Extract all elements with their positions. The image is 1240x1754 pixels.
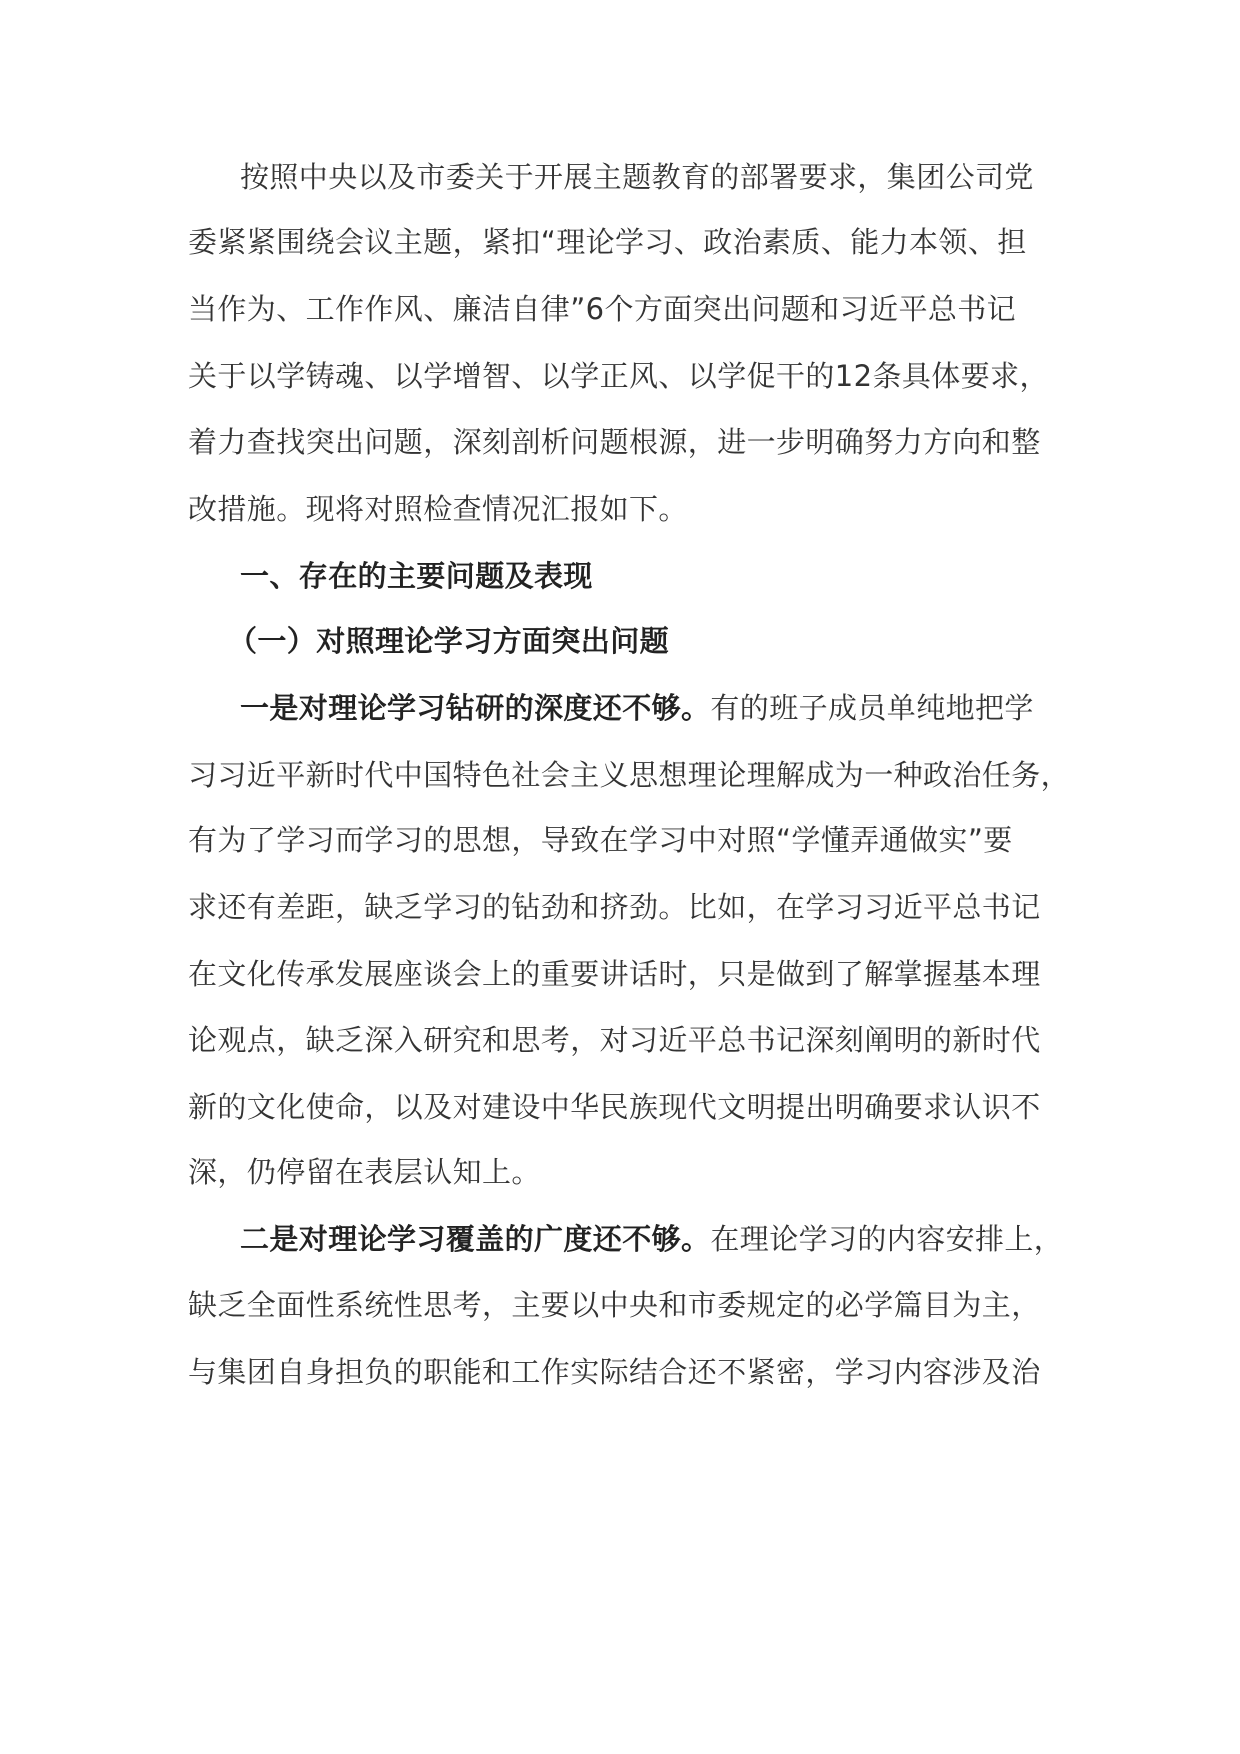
point1-line-8: 深，仍停留在表层认知上。 bbox=[188, 1155, 541, 1189]
section-heading: 一、存在的主要问题及表现 bbox=[240, 559, 593, 593]
point1-line-6: 论观点，缺乏深入研究和思考，对习近平总书记深刻阐明的新时代 bbox=[188, 1023, 1041, 1057]
point1-first-line bbox=[240, 688, 1120, 728]
intro-line-3: 当作为、工作作风、廉洁自律”6个方面突出问题和习近平总书记 bbox=[188, 292, 1017, 326]
point2-first-rest: 在理论学习的内容安排上， bbox=[710, 1222, 1064, 1256]
point2-first-line bbox=[240, 1219, 1120, 1259]
point1-line-7: 新的文化使命，以及对建设中华民族现代文明提出明确要求认识不 bbox=[188, 1090, 1041, 1124]
point2-line-3: 与集团自身担负的职能和工作实际结合还不紧密，学习内容涉及治 bbox=[188, 1355, 1041, 1389]
point1-line-5: 在文化传承发展座谈会上的重要讲话时，只是做到了解掌握基本理 bbox=[188, 957, 1041, 991]
point2-bold-lead: 二是对理论学习覆盖的广度还不够。 bbox=[240, 1222, 711, 1256]
point1-line-2: 习习近平新时代中国特色社会主义思想理论理解成为一种政治任务， bbox=[188, 758, 1071, 792]
point1-line-3: 有为了学习而学习的思想，导致在学习中对照“学懂弄通做实”要 bbox=[188, 823, 1013, 857]
subsection-heading: （一）对照理论学习方面突出问题 bbox=[228, 624, 670, 658]
point1-bold-lead: 一是对理论学习钻研的深度还不够。 bbox=[240, 691, 711, 725]
intro-line-5: 着力查找突出问题，深刻剖析问题根源，进一步明确努力方向和整 bbox=[188, 425, 1041, 459]
intro-line-2: 委紧紧围绕会议主题，紧扣“理论学习、政治素质、能力本领、担 bbox=[188, 225, 1027, 259]
intro-line-6: 改措施。现将对照检查情况汇报如下。 bbox=[188, 492, 688, 526]
point1-line-4: 求还有差距，缺乏学习的钻劲和挤劲。比如，在学习习近平总书记 bbox=[188, 890, 1041, 924]
point2-line-2: 缺乏全面性系统性思考，主要以中央和市委规定的必学篇目为主， bbox=[188, 1288, 1041, 1322]
intro-line-1: 按照中央以及市委关于开展主题教育的部署要求，集团公司党 bbox=[240, 160, 1034, 194]
intro-line-4: 关于以学铸魂、以学增智、以学正风、以学促干的12条具体要求， bbox=[188, 359, 1049, 393]
point1-first-rest: 有的班子成员单纯地把学 bbox=[710, 691, 1034, 725]
